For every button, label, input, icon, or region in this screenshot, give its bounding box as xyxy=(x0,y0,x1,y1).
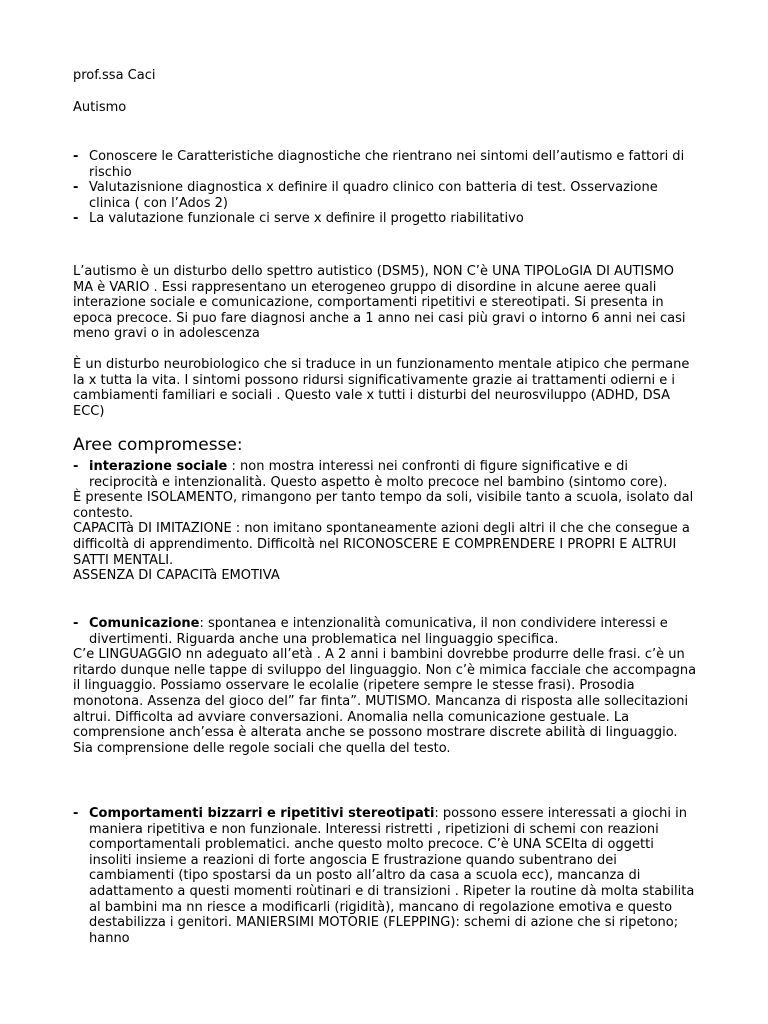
social-title: interazione sociale xyxy=(89,459,228,474)
objectives-list xyxy=(73,149,698,227)
list-item xyxy=(73,211,698,227)
intro-paragraph: L’autismo è un disturbo dello spettro autistico (DSM5), NON C’è UNA TIPOLoGIA DI AUTISMO MA è VARIO . Essi rappresentano un eterogeneo gruppo di disordine in alcune aeree quali interazione sociale e comunicazione, comportamenti ripetitivi e stereotipati. Si presenta in epoca precoce. Si puo fare diagnosi anche a 1 anno nei casi più gravi o intorno 6 anni nei casi meno gravi o in adolescenza xyxy=(73,264,686,342)
communication-section xyxy=(73,616,698,756)
social-text: : non mostra interessi nei confronti di figure significative e di reciprocità e intenzionalità. Questo aspetto è molto precoce nel bambino (sintomo core). xyxy=(89,459,668,490)
list-item xyxy=(73,180,698,211)
objective-text: Conoscere le Caratteristiche diagnostiche che rientrano nei sintomi dell’autismo e fattori di rischio xyxy=(89,149,685,180)
topic-title: Autismo xyxy=(73,100,127,115)
list-item xyxy=(73,616,698,647)
behaviour-title: Comportamenti bizzarri e ripetitivi stereotipati xyxy=(89,806,435,821)
social-note: ASSENZA DI CAPACITà EMOTIVA xyxy=(73,568,280,584)
social-note: È presente ISOLAMENTO, rimangono per tanto tempo da soli, visibile tanto a scuola, isolato dal contesto. xyxy=(73,490,694,521)
list-item xyxy=(73,149,698,180)
communication-title: Comunicazione xyxy=(89,616,200,631)
objective-text: Valutazisnione diagnostica x definire il quadro clinico con batteria di test. Osservazione clinica ( con l’Ados 2) xyxy=(89,180,658,211)
communication-text: : spontanea e intenzionalità comunicativa, il non condividere interessi e divertimenti. Riguarda anche una problematica nel linguaggio specifica. xyxy=(89,616,668,647)
list-item xyxy=(73,459,698,490)
bullet-dash: - xyxy=(73,459,79,474)
bullet-dash: - xyxy=(73,149,79,164)
social-note: CAPACITà DI IMITAZIONE : non imitano spontaneamente azioni degli altri il che che consegue a difficoltà di apprendimento. Difficoltà nel RICONOSCERE E COMPRENDERE I PROPRI E ALTRUI SATTI MENTALI. xyxy=(73,521,690,568)
objective-text: La valutazione funzionale ci serve x definire il progetto riabilitativo xyxy=(89,211,524,227)
behaviour-section xyxy=(73,806,698,946)
bullet-dash: - xyxy=(73,180,79,196)
bullet-dash: - xyxy=(73,806,79,821)
bullet-dash: - xyxy=(73,616,79,631)
section-heading: Aree compromesse: xyxy=(73,435,243,455)
behaviour-text: : possono essere interessati a giochi in maniera ripetitiva e non funzionale. Interessi ristretti , ripetizioni di schemi con reazioni comportamentali problematici. anche questo molto precoce. C’è UNA SCElta di oggetti insoliti insieme a reazioni di forte angoscia E frustrazione quando subentrano dei cambiamenti (tipo spostarsi da un posto all’altro da casa a scuola ecc), mancanza di adattamento a questi momenti roùtinari e di transizioni . Ripeter la routine dà molta stabilita al bambini ma nn riesce a modificarli (rigidità), mancano di regolazione emotiva e questo destabilizza i genitori. MANIERSIMI MOTORIE (FLEPPING): schemi di azione che si ripetono; hanno xyxy=(89,806,695,946)
bullet-dash: - xyxy=(73,211,79,227)
communication-note: C’e LINGUAGGIO nn adeguato all’età . A 2 anni i bambini dovrebbe produrre delle frasi. c’è un ritardo dunque nelle tappe di sviluppo del linguaggio. Non c’è mimica facciale che accompagna il linguaggio. Possiamo osservare le ecolalie (ripetere sempre le stesse frasi). Prosodia monotona. Assenza del gioco del” far finta”. MUTISMO. Mancanza di risposta alle sollecitazioni altrui. Difficolta ad avviare conversazioni. Anomalia nella comunicazione gestuale. La comprensione anch’essa è alterata anche se possono mostrare discrete abilità di linguaggio. Sia comprensione delle regole sociali che quella del testo. xyxy=(73,647,697,756)
author-line: prof.ssa Caci xyxy=(73,68,156,83)
list-item xyxy=(73,806,698,946)
social-section xyxy=(73,459,698,584)
intro-paragraph: È un disturbo neurobiologico che si traduce in un funzionamento mentale atipico che permane la x tutta la vita. I sintomi possono ridursi significativamente grazie ai trattamenti odierni e i cambiamenti familiari e sociali . Questo vale x tutti i disturbi del neurosviluppo (ADHD, DSA ECC) xyxy=(73,357,690,419)
